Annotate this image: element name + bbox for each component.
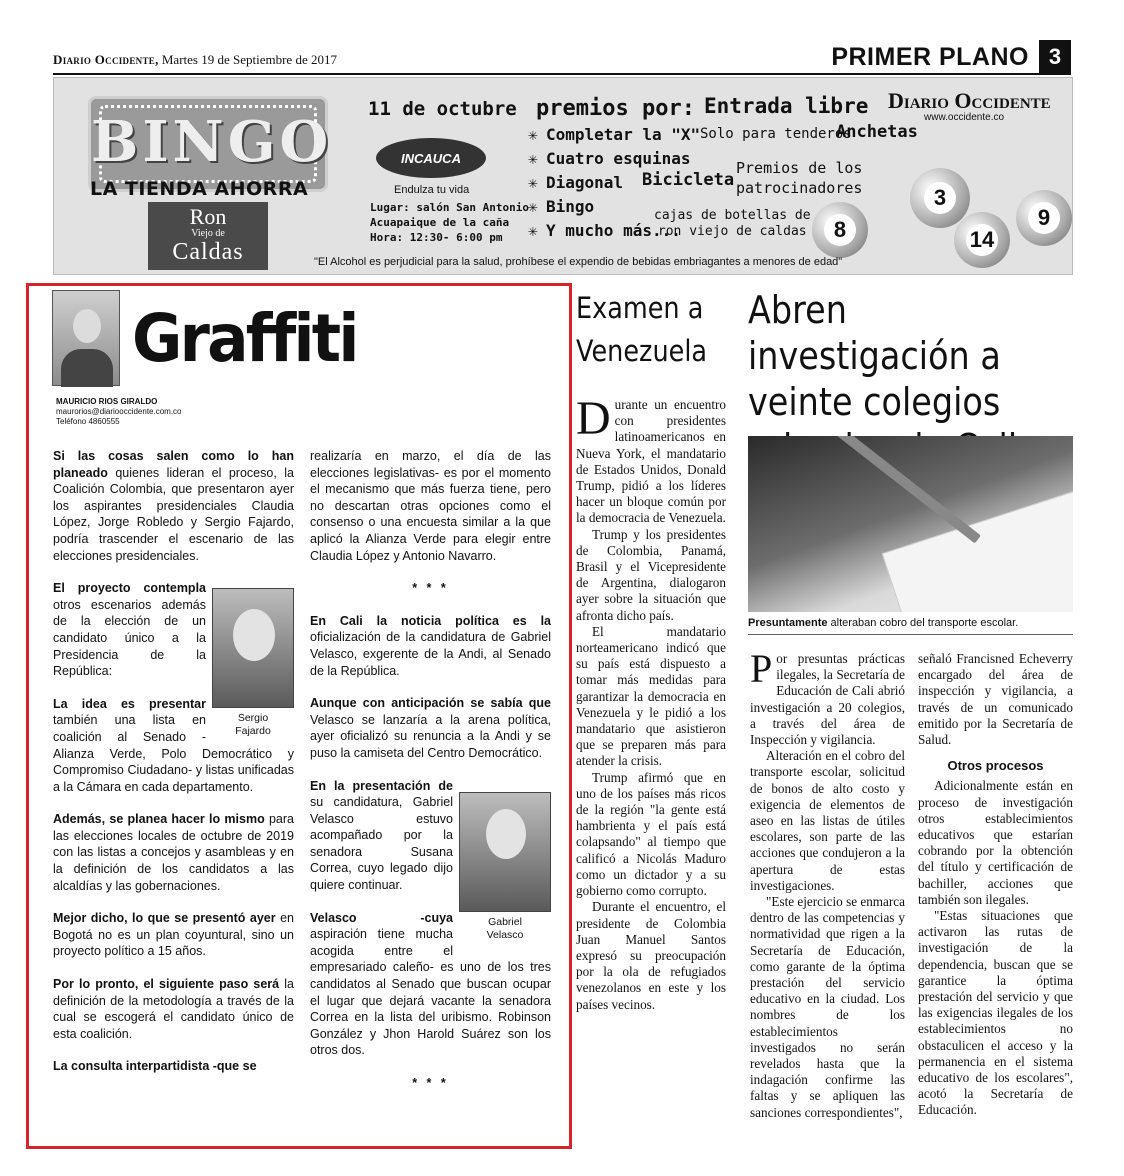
- venezuela-article-body: [576, 392, 726, 1013]
- prize-item: ✳ Bingo: [528, 195, 700, 219]
- sponsor-prizes: Premios de los patrocinadores: [736, 159, 863, 197]
- article-paragraph: "Estas situaciones que activaron las rutas de investigación de la dependencia, buscan que se garantice la óptima prestación del servicio y que las exigencias ilegales de los establecimientos no obstaculicen el acceso y la permanencia en el sistema educativo de los escolares", acotó la Secretaría de Educación.: [918, 908, 1073, 1118]
- graffiti-paragraph: realizaría en marzo, el día de las elecciones legislativas- es por el momento el mecanismo que más fuerza tiene, pero no descartan otras opciones como el consenso o una encuesta similar a la que aplicó la Alianza Verde para elegir entre Claudia López y Antonio Navarro.: [310, 449, 551, 563]
- graffiti-paragraph: Mejor dicho, lo que se presentó ayer en Bogotá no es un plan coyuntural, sino un proyecto político a 15 años.: [53, 911, 294, 959]
- incauca-logo: INCAUCA: [376, 138, 486, 178]
- shopkeepers-only: Solo para tenderos: [700, 126, 852, 142]
- fajardo-caption: Sergio Fajardo: [235, 712, 271, 738]
- page-number: 3: [1039, 40, 1071, 74]
- star-icon: ✳: [528, 173, 538, 192]
- author-email: maurorios@diariooccidente.com.co: [56, 407, 182, 416]
- article-paragraph: "Este ejercicio se enmarca dentro de las competencias y normatividad que rigen a la Secretaría de Educación, como garante de la óptima prestación del servicio educativo en la ciudad. Los nombres de los establecimientos investigados no serán revelados hasta que la indagación confirme las faltas y se apliquen las sanciones correspondientes",: [750, 894, 906, 1120]
- ron-word: Ron: [189, 204, 227, 229]
- velasco-face: [486, 809, 526, 859]
- fajardo-face: [233, 609, 275, 661]
- fajardo-inset: [212, 588, 294, 738]
- graffiti-paragraph: El proyecto contempla otros escenarios además de la elección de un candidato único a la Presidencia de la República:: [53, 581, 206, 679]
- venue-line: Lugar: salón San Antonio: [370, 201, 529, 214]
- graffiti-paragraph: En Cali la noticia política es la oficialización de la candidatura de Gabriel Velasco, exgerente de la Andi, al Senado de la República.: [310, 613, 551, 678]
- article-paragraph: Por presuntas prácticas ilegales, la Secretaría de Educación de Cali abrió investigación a 20 colegios, a través del área de Inspección y vigilancia.: [750, 646, 905, 748]
- graffiti-paragraph: La consulta interpartidista -que se: [53, 1059, 257, 1074]
- bingo-ball: 9: [1016, 190, 1072, 246]
- masthead: [53, 52, 337, 68]
- bingo-ball: 14: [954, 212, 1010, 268]
- tienda-ahorra: LA TIENDA AHORRA: [90, 178, 309, 200]
- article-subhead: Otros procesos: [947, 758, 1044, 774]
- prize-item: ✳ Cuatro esquinas: [528, 147, 700, 171]
- incauca-slogan: Endulza tu vida: [394, 184, 470, 196]
- alcohol-disclaimer: "El Alcohol es perjudicial para la salud, prohíbese el expendio de bebidas embriagantes a menores de edad": [314, 256, 843, 268]
- section-title: PRIMER PLANO: [831, 42, 1029, 71]
- rum-boxes: cajas de botellas de ron viejo de caldas: [654, 208, 811, 239]
- velasco-caption: Gabriel Velasco: [486, 915, 524, 941]
- graffiti-paragraph: En la presentación de su candidatura, Gabriel Velasco estuvo acompañado por la senadora Susana Correa, cuyo legado dijo quiere continuar.: [310, 778, 453, 893]
- issue-date: Martes 19 de Septiembre de 2017: [161, 52, 337, 67]
- star-icon: ✳: [528, 197, 538, 216]
- fajardo-photo: [212, 588, 294, 708]
- venue-line: Hora: 12:30- 6:00 pm: [370, 231, 503, 244]
- article-paragraph: Durante un encuentro con presidentes latinoamericanos en Nueva York, el mandatario de Estados Unidos, Donald Trump, pidió a los líderes hacer un bloque común por la democracia de Venezuela.: [576, 392, 726, 526]
- bingo-ball: 8: [812, 202, 868, 258]
- free-entry: Entrada libre: [704, 94, 869, 118]
- graffiti-paragraph: Si las cosas salen como lo han planeado quienes lideran el proceso, la Coalición Colombia, que presentaron ayer los aspirantes presidenciales Claudia López, Jorge Robledo y Sergio Fajardo, podría trascender el escenario de las elecciones presidenciales.: [53, 449, 294, 563]
- colegios-column-1: [750, 646, 906, 1121]
- paper-name: Diario Occidente,: [53, 52, 159, 67]
- star-icon: ✳: [528, 125, 538, 144]
- graffiti-column-left: [53, 448, 294, 1091]
- student-writing-photo: [748, 436, 1073, 612]
- drop-cap: D: [576, 392, 611, 445]
- prize-item: ✳ Completar la "X": [528, 123, 700, 147]
- venue-info: [370, 200, 529, 245]
- prize-anchetas: Anchetas: [836, 122, 918, 142]
- graffiti-paragraph: Velasco -cuya aspiración tiene mucha acogida entre el empresariado caleño- es uno de los tres candidatos al Senado que buscan ocupar el lugar que dejará vacante la senadora Correa en la lista del uribismo. Robinson González y Jhon Harold Suárez son los otros dos.: [310, 910, 551, 1058]
- prize-item: ✳ Y mucho más...: [528, 219, 700, 243]
- section-header: [831, 40, 1071, 74]
- graffiti-column-right: [310, 448, 551, 1108]
- author-photo-face: [73, 309, 101, 343]
- prizes-title: premios por:: [536, 96, 695, 121]
- section-separator: * * *: [412, 581, 449, 596]
- photo-caption: Presuntamente alteraban cobro del transporte escolar.: [748, 617, 1019, 629]
- velasco-photo: [459, 792, 551, 912]
- graffiti-title: Graffiti: [132, 300, 357, 377]
- colegios-headline: Abren investigación a veinte colegios: [748, 288, 1001, 424]
- bingo-title: BINGO: [91, 109, 333, 175]
- star-icon: ✳: [528, 221, 538, 240]
- article-paragraph: Trump afirmó que en uno de los países más ricos de la región "la gente está hambrienta y el país está colapsando" al tiempo que calificó a Nicolás Maduro como un dictador y a su gobierno como corrupto.: [576, 769, 726, 899]
- author-photo-body: [61, 349, 113, 387]
- photo-pencil: [825, 436, 981, 543]
- caldas-word: Caldas: [172, 239, 244, 265]
- article-paragraph: Trump y los presidentes de Colombia, Panamá, Brasil y el Vicepresidente de Argentina, dialogaron ayer sobre la situación que afronta dicho país.: [576, 526, 726, 623]
- article-paragraph: Durante el encuentro, el presidente de Colombia Juan Manuel Santos expresó su preocupación por la ola de refugiados venezolanos en este y los países vecinos.: [576, 899, 726, 1012]
- photo-paper-sheet: [882, 485, 1073, 612]
- author-phone: Teléfono 4860555: [56, 417, 120, 426]
- author-name: MAURICIO RIOS GIRALDO: [56, 397, 158, 406]
- prize-bicycle: Bicicleta: [642, 170, 735, 190]
- header-rule: [53, 73, 1071, 75]
- event-date: 11 de octubre: [368, 98, 517, 120]
- ron-viejo-caldas-logo: [148, 202, 268, 270]
- author-photo: [52, 290, 120, 386]
- star-icon: ✳: [528, 149, 538, 168]
- colegios-column-2: [918, 651, 1073, 1119]
- caption-rule: [748, 634, 1073, 635]
- article-paragraph: Alteración en el cobro del transporte escolar, solicitud de bonos de alto costo y exigencia de elementos de aseo en las listas de útiles escolares, son parte de las acciones que condujeron a la apertura de estas investigaciones.: [750, 748, 905, 893]
- article-paragraph: El mandatario norteamericano indicó que su país está dispuesto a tomar más medidas para garantizar la democracia en Venezuela y le pidió a los mandatario que asistieron que se preparen más para atender la crisis.: [576, 623, 726, 769]
- prize-item: ✳ Diagonal: [528, 171, 700, 195]
- bingo-advertisement: [53, 77, 1073, 275]
- venezuela-headline: Examen a Venezuela: [576, 291, 708, 368]
- venue-line: Acuapaique de la caña: [370, 216, 510, 229]
- diario-occidente-logo: Diario Occidente: [888, 88, 1051, 113]
- drop-cap: P: [750, 646, 773, 691]
- bingo-ball: 3: [910, 168, 970, 228]
- article-paragraph: señaló Francisned Echeverry encargado del área de inspección y vigilancia, a través de un comunicado emitido por la Secretaría de Salud.: [918, 651, 1073, 748]
- article-paragraph: Adicionalmente están en proceso de investigación otros establecimientos educativos que estarían cobrando por la obtención del título y certificación de bachiller, acciones que también son ilegales.: [918, 778, 1073, 907]
- graffiti-paragraph: La idea es presentar también una lista en coalición al Senado - Alianza Verde, Polo Democrático y Compromiso Ciudadano- y listas unificadas a la Cámara en cada departamento.: [53, 696, 294, 794]
- site-url: www.occidente.co: [924, 112, 1005, 123]
- graffiti-paragraph: Por lo pronto, el siguiente paso será la definición de la metodología a través de la cual se escogerá el candidato único de esta coalición.: [53, 977, 295, 1041]
- graffiti-paragraph: Aunque con anticipación se sabía que Velasco se lanzaría a la arena política, ayer oficializó su renuncia a la Andi y se puso la camiseta del Centro Democrático.: [310, 696, 551, 760]
- section-separator: * * *: [412, 1076, 449, 1090]
- graffiti-paragraph: Además, se planea hacer lo mismo para las elecciones locales de octubre de 2019 con las listas a concejos y asambleas y en la definición de los candidatos a las alcaldías y las gobernaciones.: [53, 812, 294, 893]
- viejo-de-word: Viejo de: [191, 228, 225, 239]
- velasco-inset: [459, 792, 551, 942]
